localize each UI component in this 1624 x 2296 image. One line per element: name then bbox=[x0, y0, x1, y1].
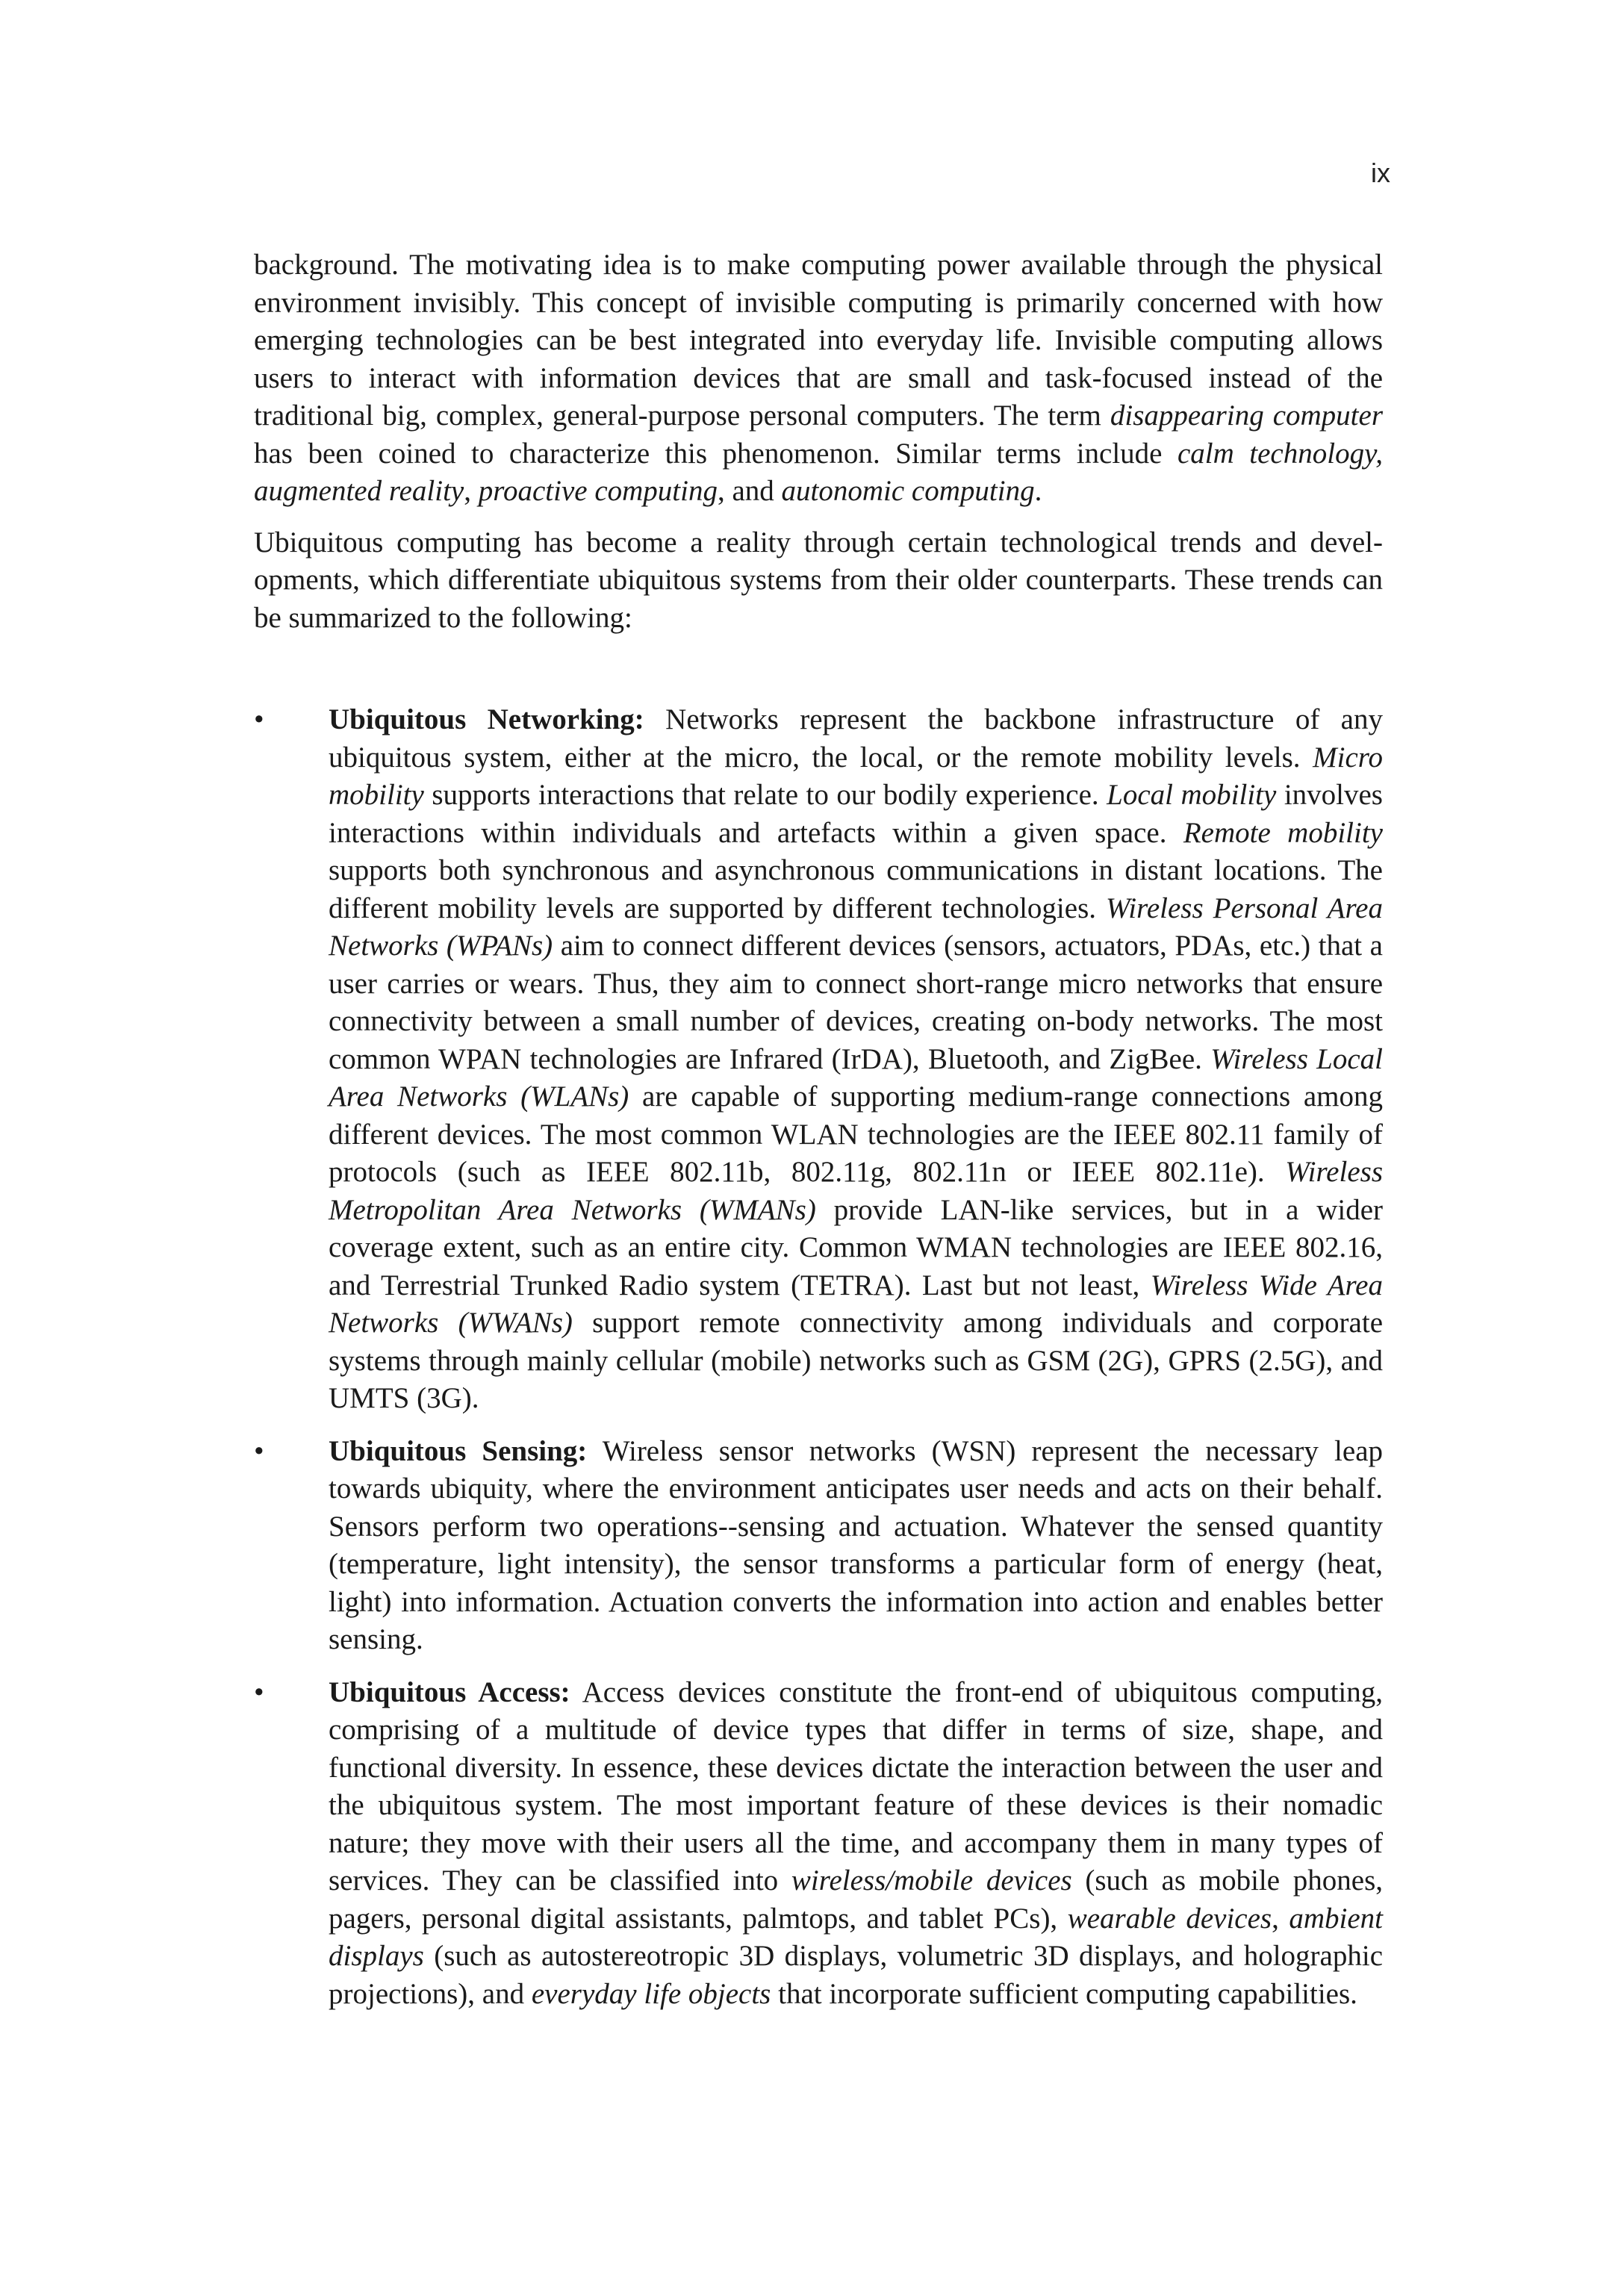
text-run: aim to connect different devices (sensors, actuators, PDAs, etc.) that a user carries or wears. Thus, they aim to connect short-range micro networks that ensure connectivity between a small number of devices, creating on-body networks. The most common WPAN technologies are Infrared (IrDA), Bluetooth, and ZigBee. bbox=[329, 930, 1383, 1075]
italic-term: disappearing computer bbox=[1110, 399, 1383, 432]
text-run: has been coined to characterize this phenomenon. Similar terms include bbox=[254, 437, 1177, 470]
list-item-ubiquitous-sensing bbox=[254, 1433, 1383, 1659]
text-run: Access devices constitute the front-end of ubiquitous computing, comprising of a multitude of device types that differ in terms of size, shape, and functional diversity. In essence, these devices dictate the interaction between the user and the ubiquitous system. The most important feature of these devices is their nomadic nature; they move with their users all the time, and accompany them in many types of services. They can be classified into bbox=[329, 1676, 1383, 1897]
text-run: are capable of supporting medium-range connections among different devices. The most common WLAN technologies are the IEEE 802.11 family of protocols (such as IEEE 802.11b, 802.11g, 802.11n or IEEE 802.11e). bbox=[329, 1080, 1383, 1188]
list-item-heading: Ubiquitous Sensing: bbox=[329, 1434, 588, 1467]
italic-term: Wireless Local Area Networks (WLANs) bbox=[329, 1042, 1384, 1113]
list-item-text bbox=[329, 1674, 1383, 2014]
list-item-heading: Ubiquitous Networking: bbox=[329, 703, 644, 735]
text-run: (such as autostereotropic 3D displays, volumetric 3D displays, and holographic projections), and bbox=[329, 1940, 1383, 2010]
text-run: background. The motivating idea is to make computing power available through the physical environment invisibly. This concept of invisible computing is primarily concerned with how emerging technologies can be best integrated into everyday life. Invisible computing allows users to interact with information devices that are small and task-focused instead of the traditional big, complex, general-purpose personal computers. The term bbox=[254, 249, 1383, 432]
italic-term: calm technology, augmented reality bbox=[254, 437, 1383, 507]
text-run: supports interactions that relate to our bodily experience. bbox=[423, 779, 1107, 811]
text-run: , and bbox=[717, 475, 782, 507]
italic-term: Micro mobility bbox=[329, 741, 1383, 811]
italic-term: ambient displays bbox=[329, 1902, 1383, 1972]
trends-list bbox=[254, 701, 1383, 2013]
text-run: . bbox=[1034, 475, 1042, 507]
paragraph-invisible-computing bbox=[254, 246, 1383, 511]
italic-term: Wireless Metropolitan Area Networks (WMANs) bbox=[329, 1156, 1383, 1226]
italic-term: Wireless Wide Area Networks (WWANs) bbox=[329, 1269, 1383, 1339]
italic-term: Remote mobility bbox=[1183, 816, 1383, 849]
text-run: supports both synchronous and asynchronous communications in distant locations. The different mobility levels are supported by different technologies. bbox=[329, 854, 1383, 924]
text-run: , bbox=[1272, 1902, 1289, 1935]
bullet-icon: • bbox=[254, 1434, 264, 1467]
paragraph-trends-intro: Ubiquitous computing has become a reality through certain technological trends and developments, which differentiate ubiquitous systems from their older counterparts. These trends can be summarized to the following: bbox=[254, 526, 1383, 634]
italic-term: Local mobility bbox=[1107, 779, 1277, 811]
italic-term: everyday life objects bbox=[531, 1977, 771, 2010]
italic-term: wireless/mobile devices bbox=[791, 1864, 1072, 1897]
bullet-icon: • bbox=[254, 703, 264, 735]
bullet-icon: • bbox=[254, 1676, 264, 1708]
list-item-text bbox=[329, 1433, 1383, 1659]
text-run: involves interactions within individuals and artefacts within a given space. bbox=[329, 779, 1383, 849]
text-run: (such as mobile phones, pagers, personal digital assistants, palmtops, and tablet PCs), bbox=[329, 1864, 1383, 1935]
list-item-ubiquitous-networking bbox=[254, 701, 1383, 1418]
italic-term: proactive computing bbox=[478, 475, 718, 507]
text-run: Networks represent the backbone infrastructure of any ubiquitous system, either at the micro, the local, or the remote mobility levels. bbox=[329, 703, 1383, 774]
page-number: ix bbox=[1371, 158, 1390, 188]
list-item-text bbox=[329, 701, 1383, 1418]
text-run: Wireless sensor networks (WSN) represent the necessary leap towards ubiquity, where the environment anticipates user needs and acts on their behalf. Sensors perform two operations--sensing and actuation. Whatever the sensed quantity (temperature, light intensity), the sensor transforms a particular form of energy (heat, light) into information. Actuation converts the information into action and enables better sensing. bbox=[329, 1434, 1384, 1655]
text-run: , bbox=[464, 475, 479, 507]
text-run: that incorporate sufficient computing capabilities. bbox=[771, 1977, 1357, 2010]
list-item-ubiquitous-access bbox=[254, 1674, 1383, 2014]
text-run: provide LAN-like services, but in a wider coverage extent, such as an entire city. Common WMAN technologies are IEEE 802.16, and Terrestrial Trunked Radio system (TETRA). Last but not least, bbox=[329, 1193, 1383, 1301]
text-run: support remote connectivity among individuals and corporate systems through mainly cellular (mobile) networks such as GSM (2G), GPRS (2.5G), and UMTS (3G). bbox=[329, 1307, 1384, 1414]
body-text bbox=[254, 246, 1383, 2028]
list-item-heading: Ubiquitous Access: bbox=[329, 1676, 570, 1708]
italic-term: wearable devices bbox=[1067, 1902, 1272, 1935]
italic-term: autonomic computing bbox=[781, 475, 1035, 507]
italic-term: Wireless Personal Area Networks (WPANs) bbox=[329, 892, 1383, 962]
